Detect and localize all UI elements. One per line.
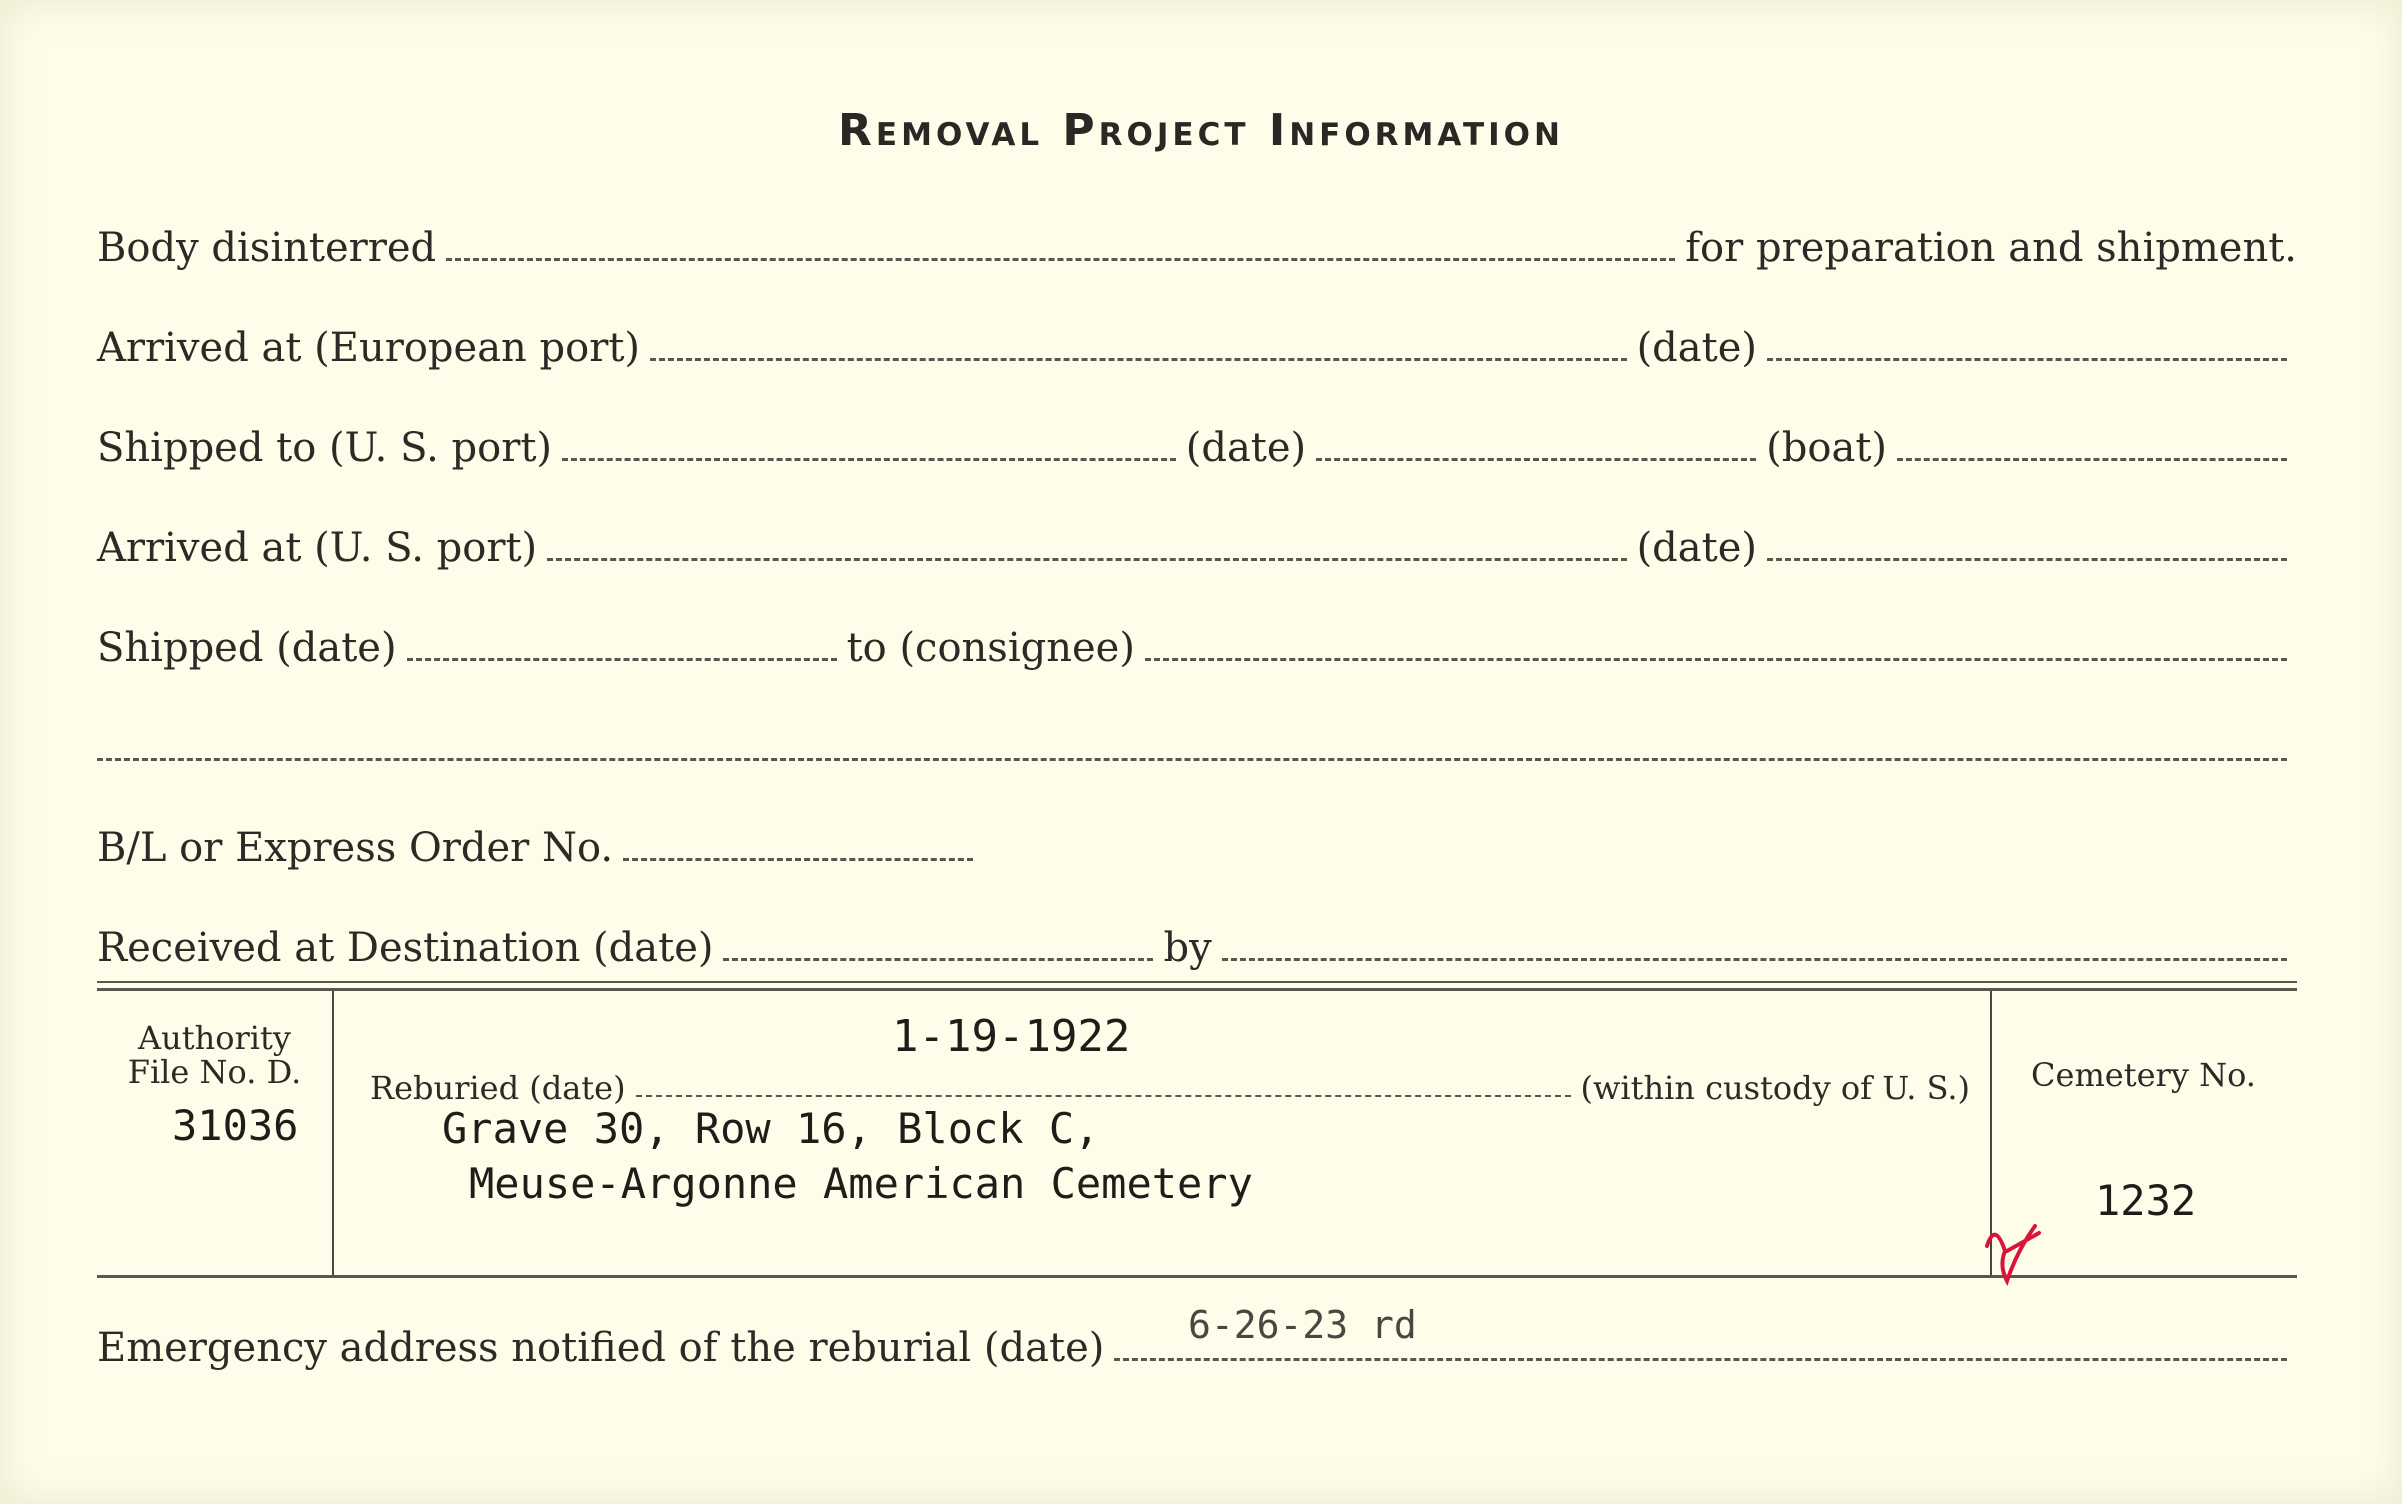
row-received bbox=[97, 915, 2297, 975]
cemetery-value: 1232 bbox=[2095, 1176, 2197, 1225]
reburial-section bbox=[97, 988, 2297, 1278]
divider-left bbox=[332, 991, 334, 1275]
red-check-mark bbox=[1977, 1211, 2057, 1291]
shipped-date-label: Shipped (date) bbox=[97, 625, 397, 671]
received-by-field[interactable] bbox=[1222, 958, 2287, 961]
reburied-label: Reburied (date) bbox=[370, 1069, 626, 1107]
reburied-row bbox=[370, 1051, 1970, 1111]
shipped-us-date-field[interactable] bbox=[1316, 458, 1756, 461]
boat-field[interactable] bbox=[1897, 458, 2287, 461]
arrived-us-date-label: (date) bbox=[1636, 525, 1757, 571]
cemetery-label: Cemetery No. bbox=[2031, 1056, 2256, 1094]
consignee-field[interactable] bbox=[1145, 658, 2287, 661]
received-label: Received at Destination (date) bbox=[97, 925, 714, 971]
by-label: by bbox=[1163, 925, 1212, 971]
reburied-field[interactable] bbox=[636, 1095, 1571, 1097]
shipped-us-label: Shipped to (U. S. port) bbox=[97, 425, 552, 471]
reburied-date-value: 1-19-1922 bbox=[892, 1011, 1131, 1062]
arrived-european-date-field[interactable] bbox=[1767, 358, 2287, 361]
arrived-european-label: Arrived at (European port) bbox=[97, 325, 641, 371]
card-title: Removal Project Information bbox=[838, 105, 1564, 156]
row-bl bbox=[97, 815, 2297, 875]
row-arrived-european bbox=[97, 315, 2297, 375]
bl-field[interactable] bbox=[623, 858, 973, 861]
boat-label: (boat) bbox=[1766, 425, 1887, 471]
bl-label: B/L or Express Order No. bbox=[97, 825, 614, 871]
emergency-field[interactable] bbox=[1114, 1358, 2287, 1361]
row-shipped-us bbox=[97, 415, 2297, 475]
emergency-value: 6-26-23 rd bbox=[1188, 1303, 1417, 1347]
shipped-date-field[interactable] bbox=[407, 658, 837, 661]
consignee-label: to (consignee) bbox=[846, 625, 1135, 671]
emergency-label: Emergency address notified of the reburial (date) bbox=[97, 1325, 1105, 1371]
arrived-us-field[interactable] bbox=[547, 558, 1626, 561]
shipped-us-field[interactable] bbox=[562, 458, 1176, 461]
authority-label bbox=[97, 1021, 332, 1089]
received-date-field[interactable] bbox=[723, 958, 1153, 961]
row-body-disinterred bbox=[97, 215, 2297, 275]
arrived-european-date-label: (date) bbox=[1636, 325, 1757, 371]
arrived-us-date-field[interactable] bbox=[1767, 558, 2287, 561]
arrived-european-field[interactable] bbox=[650, 358, 1627, 361]
location-line-1: Grave 30, Row 16, Block C, bbox=[442, 1104, 1100, 1153]
body-disinterred-suffix: for preparation and shipment. bbox=[1685, 225, 2297, 271]
row-shipped-date bbox=[97, 615, 2297, 675]
arrived-us-label: Arrived at (U. S. port) bbox=[97, 525, 538, 571]
shipped-us-date-label: (date) bbox=[1185, 425, 1307, 471]
row-arrived-us bbox=[97, 515, 2297, 575]
location-line-2: Meuse-Argonne American Cemetery bbox=[469, 1159, 1253, 1208]
body-disinterred-field[interactable] bbox=[446, 258, 1675, 261]
authority-label-line-1: Authority bbox=[138, 1019, 291, 1057]
authority-label-line-2: File No. D. bbox=[127, 1053, 302, 1091]
consignee-continued-field[interactable] bbox=[97, 758, 2287, 761]
custody-label: (within custody of U. S.) bbox=[1580, 1069, 1970, 1107]
row-consignee-continued bbox=[97, 715, 2297, 775]
body-disinterred-label: Body disinterred bbox=[97, 225, 437, 271]
authority-value: 31036 bbox=[172, 1101, 299, 1150]
